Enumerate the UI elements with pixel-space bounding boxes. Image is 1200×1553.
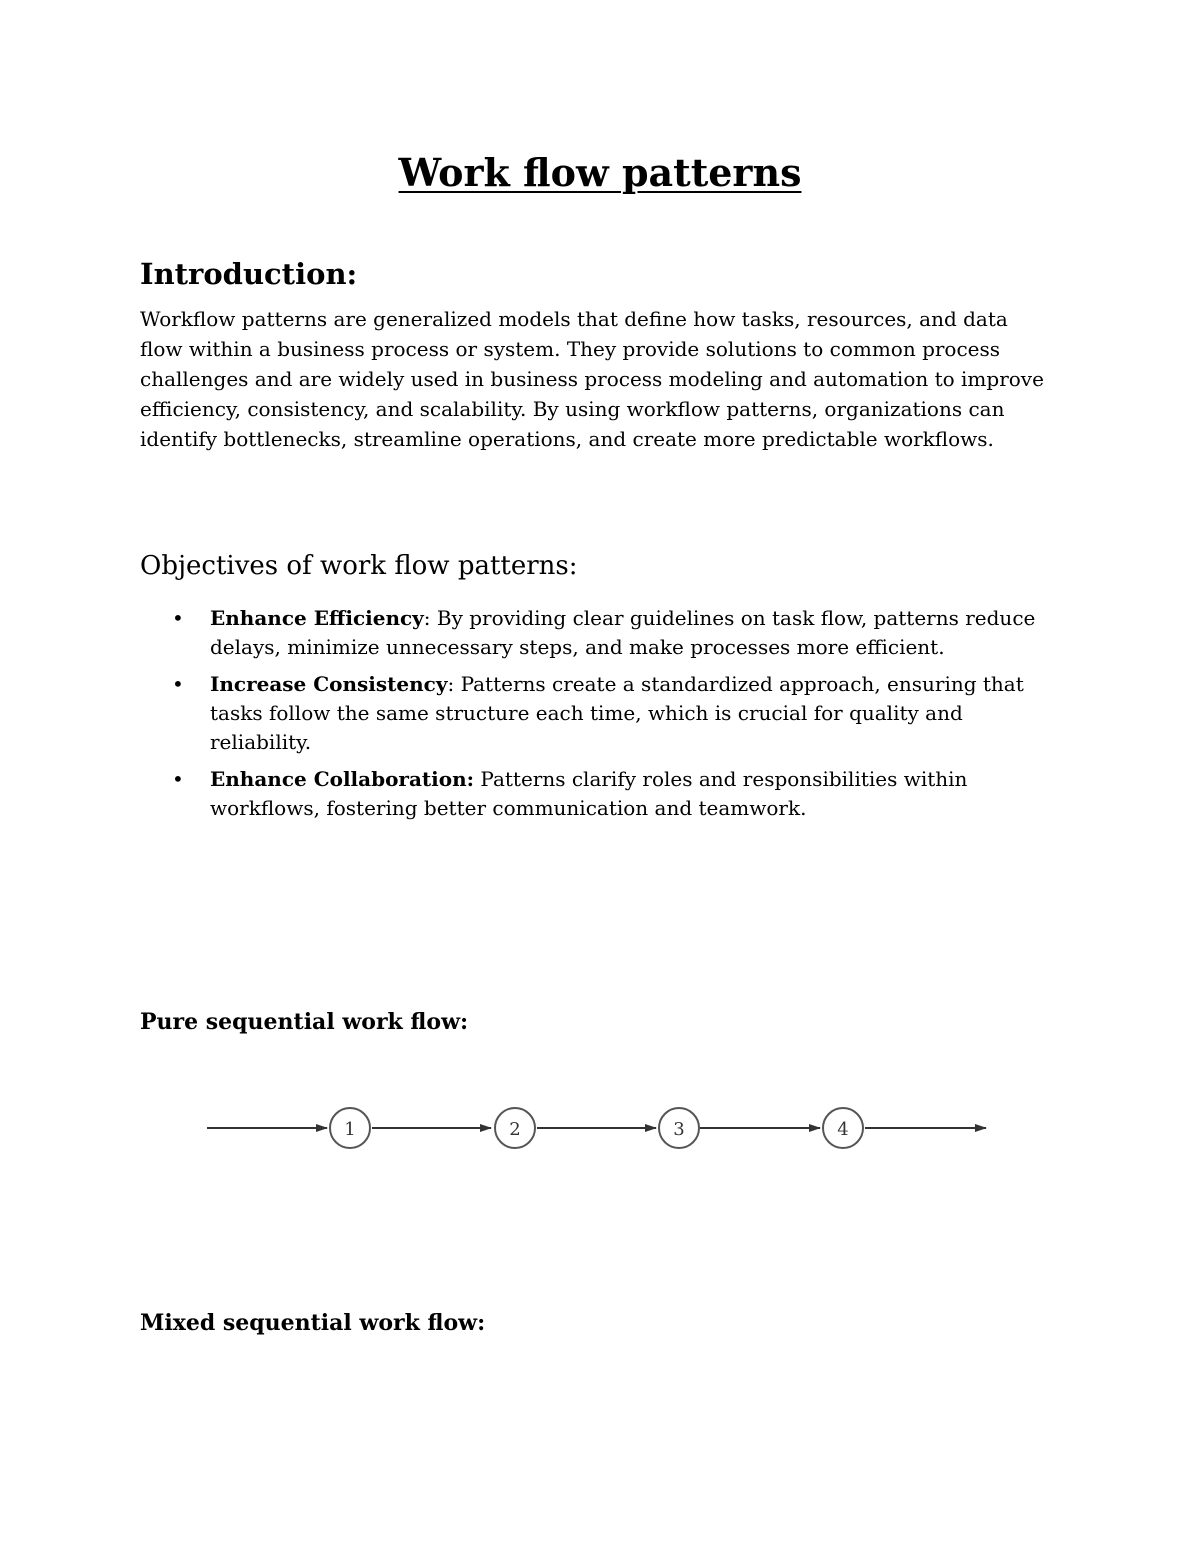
objective-text: : By providing clear guidelines on task flow, patterns reduce delays, minimize unnecessary steps, and make processes more efficient. (210, 606, 1036, 659)
objective-term: Enhance Efficiency (210, 606, 424, 630)
pure-sequential-diagram (200, 1100, 1000, 1156)
list-item (172, 670, 1062, 757)
objectives-list (172, 604, 1062, 831)
flow-node-label: 1 (344, 1119, 356, 1140)
pure-sequential-heading: Pure sequential work flow: (140, 1009, 469, 1035)
objective-text: Patterns clarify roles and responsibilities within workflows, fostering better communication and teamwork. (210, 767, 968, 820)
objective-text: : Patterns create a standardized approach, ensuring that tasks follow the same structure each time, which is crucial for quality and reliability. (210, 672, 1024, 754)
introduction-paragraph: Workflow patterns are generalized models that define how tasks, resources, and data flow within a business process or system. They provide solutions to common process challenges and are widely used in business process modeling and automation to improve efficiency, consistency, and scalability. By using workflow patterns, organizations can identify bottlenecks, streamline operations, and create more predictable workflows. (140, 307, 1044, 451)
list-item (172, 765, 1062, 823)
introduction-heading: Introduction: (140, 257, 358, 291)
objectives-heading: Objectives of work flow patterns: (140, 551, 578, 581)
flow-node-label: 2 (509, 1119, 521, 1140)
flow-node-label: 4 (837, 1119, 849, 1140)
objective-term: Increase Consistency (210, 672, 448, 696)
list-item (172, 604, 1062, 662)
bullet-icon: • (172, 767, 184, 791)
bullet-icon: • (172, 606, 184, 630)
bullet-icon: • (172, 672, 184, 696)
page-title: Work flow patterns (398, 150, 802, 195)
mixed-sequential-heading: Mixed sequential work flow: (140, 1310, 486, 1336)
flow-node-label: 3 (673, 1119, 685, 1140)
objective-term: Enhance Collaboration: (210, 767, 475, 791)
